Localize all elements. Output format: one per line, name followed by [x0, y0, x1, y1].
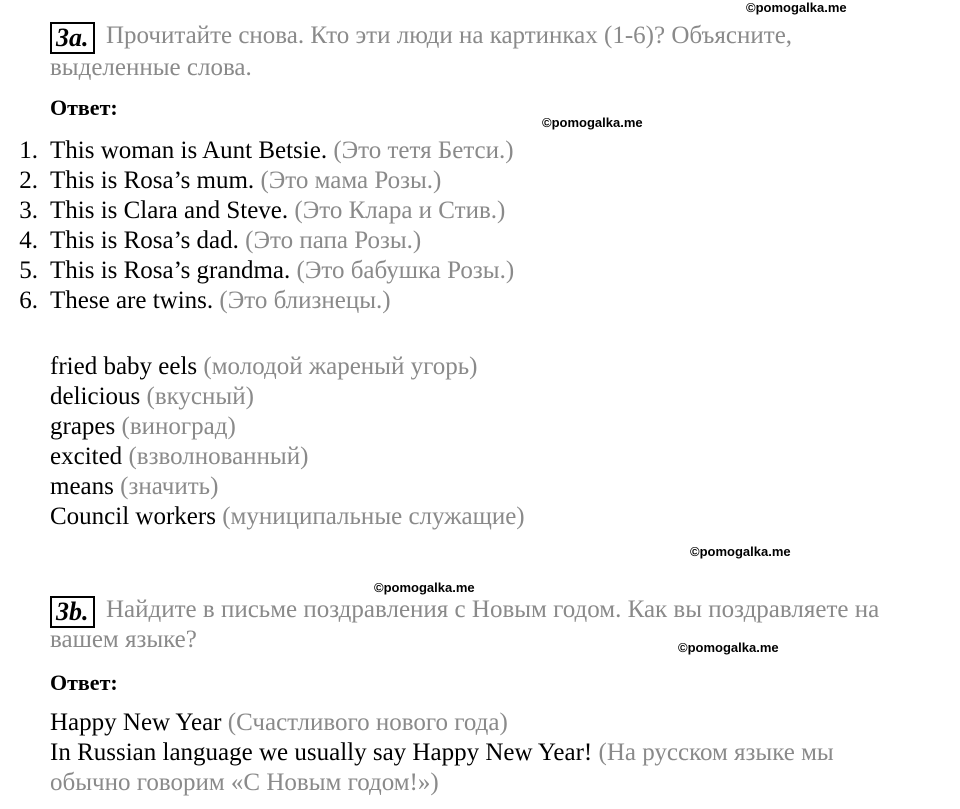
answer-translation: (На русском языке мы	[598, 739, 834, 766]
task-3a-header	[50, 22, 95, 54]
list-item-number: 3.	[19, 197, 38, 224]
watermark: ©pomogalka.me	[374, 580, 475, 595]
vocab-item	[50, 502, 525, 532]
list-item	[2, 226, 514, 256]
vocab-translation: (муниципальные служащие)	[222, 503, 525, 530]
list-item-translation: (Это папа Розы.)	[245, 227, 422, 254]
task-3b-text-line1: Найдите в письме поздравления с Новым годом. Как вы поздравляете на	[106, 596, 880, 623]
list-item-number: 5.	[19, 257, 38, 284]
vocab-item	[50, 352, 525, 382]
vocab-word: grapes	[50, 413, 116, 440]
list-item-translation: (Это мама Розы.)	[260, 167, 442, 194]
list-item-translation: (Это близнецы.)	[219, 287, 391, 314]
vocab-translation: (взволнованный)	[128, 443, 309, 470]
vocab-item	[50, 382, 525, 412]
watermark: ©pomogalka.me	[690, 544, 791, 559]
watermark: ©pomogalka.me	[542, 115, 643, 130]
answer-3b	[50, 708, 834, 798]
watermark: ©pomogalka.me	[746, 0, 847, 15]
list-item-number: 4.	[19, 227, 38, 254]
list-item-translation: (Это тетя Бетси.)	[333, 137, 514, 164]
list-item	[2, 166, 514, 196]
answer-english: Happy New Year	[50, 709, 222, 736]
answer-translation-continued: обычно говорим «С Новым годом!»)	[50, 769, 439, 796]
list-item-english: This is Clara and Steve.	[50, 197, 289, 224]
vocab-word: fried baby eels	[50, 353, 198, 380]
list-item	[2, 136, 514, 166]
task-3a-text-line1: Прочитайте снова. Кто эти люди на картинках (1-6)? Объясните,	[106, 22, 793, 49]
numbered-answer-list	[2, 136, 514, 316]
vocab-item	[50, 442, 525, 472]
answer-english: In Russian language we usually say Happy New Year!	[50, 739, 593, 766]
answer-label-3a: Ответ:	[50, 95, 118, 120]
vocab-translation: (вкусный)	[146, 383, 254, 410]
list-item-english: This woman is Aunt Betsie.	[50, 137, 328, 164]
list-item-number: 6.	[19, 287, 38, 314]
list-item-number: 2.	[19, 167, 38, 194]
vocab-translation: (виноград)	[121, 413, 236, 440]
list-item	[2, 256, 514, 286]
list-item	[2, 286, 514, 316]
task-3a-badge: 3a.	[50, 22, 95, 54]
answer-translation: (Счастливого нового года)	[227, 709, 508, 736]
list-item-number: 1.	[19, 137, 38, 164]
list-item-english: These are twins.	[50, 287, 214, 314]
vocab-translation: (значить)	[120, 473, 219, 500]
list-item	[2, 196, 514, 226]
task-3a-text-line2: выделенные слова.	[50, 54, 252, 81]
vocab-word: excited	[50, 443, 123, 470]
answer-label-3b: Ответ:	[50, 670, 118, 695]
watermark: ©pomogalka.me	[678, 640, 779, 655]
vocab-word: Council workers	[50, 503, 216, 530]
vocab-translation: (молодой жареный угорь)	[203, 353, 478, 380]
list-item-english: This is Rosa’s dad.	[50, 227, 239, 254]
vocab-item	[50, 472, 525, 502]
task-3b-badge: 3b.	[50, 596, 95, 628]
vocab-word: delicious	[50, 383, 141, 410]
task-3b-text-line2: вашем языке?	[50, 626, 197, 653]
answer-line	[50, 738, 834, 768]
vocab-item	[50, 412, 525, 442]
list-item-translation: (Это бабушка Розы.)	[296, 257, 515, 284]
list-item-translation: (Это Клара и Стив.)	[294, 197, 506, 224]
list-item-english: This is Rosa’s grandma.	[50, 257, 291, 284]
vocabulary-list	[50, 352, 525, 532]
vocab-word: means	[50, 473, 114, 500]
answer-line	[50, 708, 834, 738]
list-item-english: This is Rosa’s mum.	[50, 167, 255, 194]
